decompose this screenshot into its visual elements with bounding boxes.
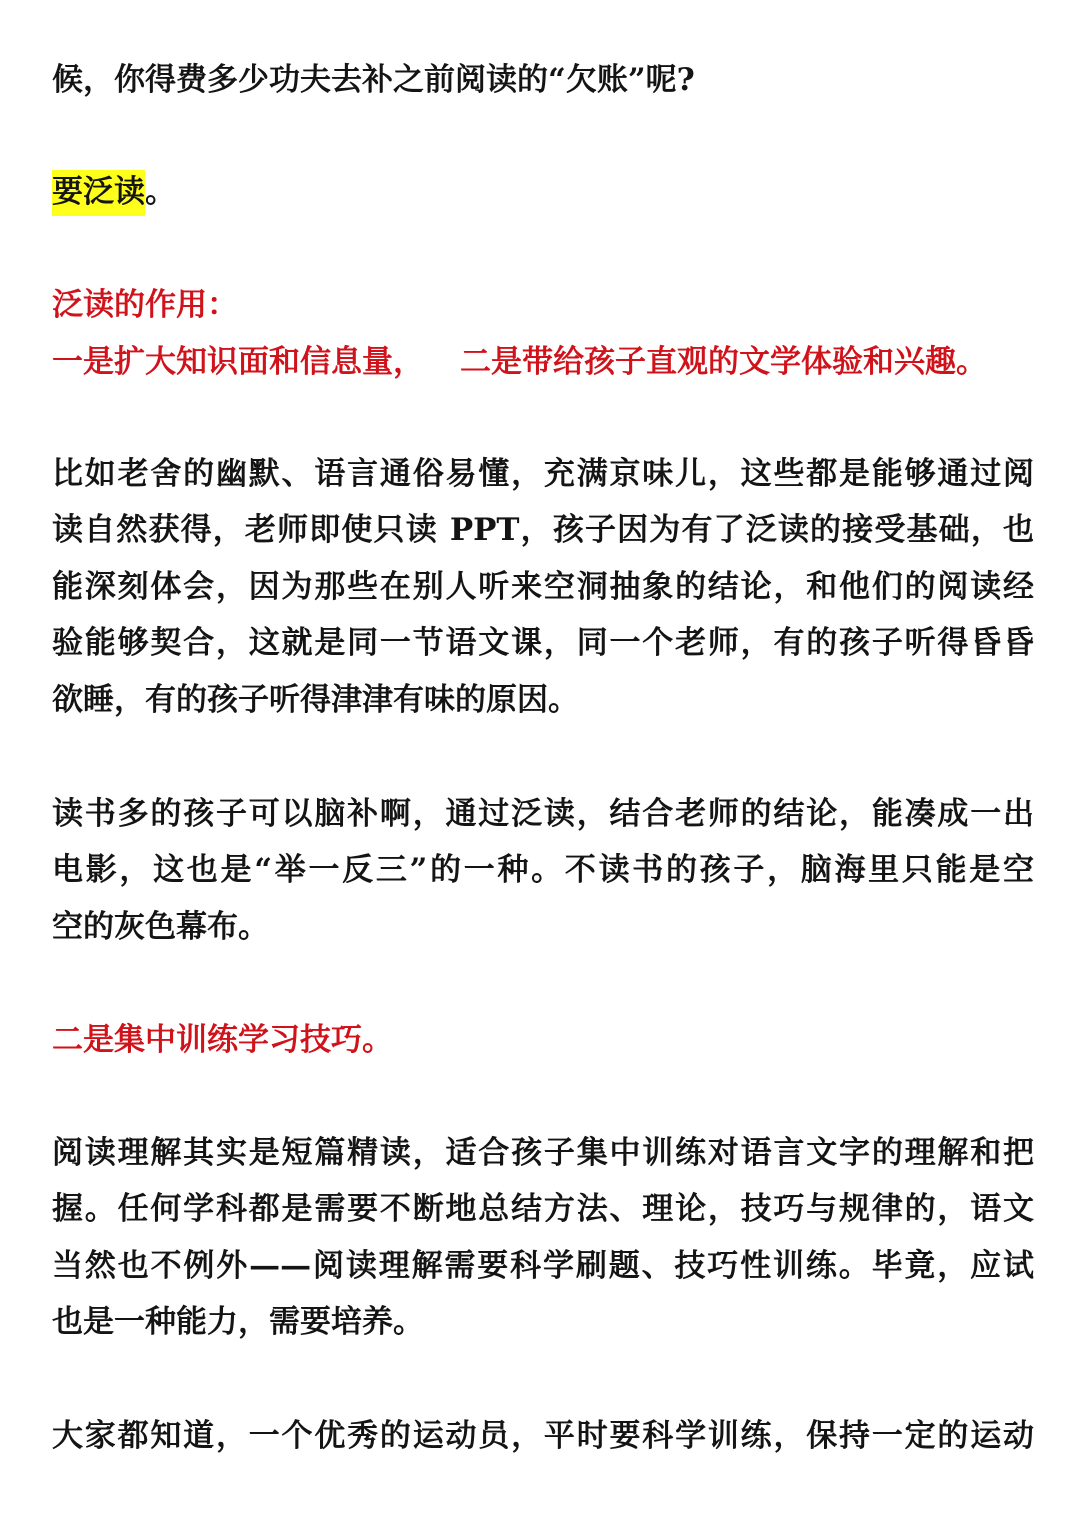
section2-suffix: 。 [362,1022,393,1058]
section2-heading-text: 二是集中训练学习技巧 [52,1022,362,1058]
points-suffix: 。 [956,344,987,380]
paragraph-line: 读自然获得，老师即使只读 PPT，孩子因为有了泛读的接受基础，也 [52,512,1034,548]
paragraph-line: 也是一种能力，需要培养。 [52,1304,424,1340]
paragraph-line: 电影，这也是“举一反三”的一种。不读书的孩子，脑海里只能是空 [52,852,1034,888]
paragraph-line: 欲睡，有的孩子听得津津有味的原因。 [52,682,579,718]
intro-line: 候，你得费多少功夫去补之前阅读的“欠账”呢? [52,62,695,98]
highlight-line [52,170,1034,214]
section1-points [52,340,1034,384]
point-one: 一是扩大知识面和信息量， [52,344,424,380]
paragraph-line: 空的灰色幕布。 [52,909,269,945]
paragraph-line: 读书多的孩子可以脑补啊，通过泛读，结合老师的结论，能凑成一出 [52,796,1034,832]
highlighted-text: 要泛读 [52,170,145,216]
section2-heading [52,1018,1034,1062]
paragraph-line: 验能够契合，这就是同一节语文课，同一个老师，有的孩子听得昏昏 [52,625,1034,661]
paragraph-line: 能深刻体会，因为那些在别人听来空洞抽象的结论，和他们的阅读经 [52,569,1034,605]
paragraph-line: 握。任何学科都是需要不断地总结方法、理论，技巧与规律的，语文 [52,1191,1034,1227]
point-two: 二是带给孩子直观的文学体验和兴趣 [460,344,956,380]
paragraph-line: 阅读理解其实是短篇精读，适合孩子集中训练对语言文字的理解和把 [52,1135,1034,1171]
section1-heading: 泛读的作用： [52,287,238,323]
paragraph-line: 大家都知道，一个优秀的运动员，平时要科学训练，保持一定的运动 [52,1418,1034,1454]
highlight-suffix: 。 [145,174,176,210]
paragraph-line: 比如老舍的幽默、语言通俗易懂，充满京味儿，这些都是能够通过阅 [52,456,1034,492]
paragraph-line: 当然也不例外——阅读理解需要科学刷题、技巧性训练。毕竟，应试 [52,1248,1034,1284]
